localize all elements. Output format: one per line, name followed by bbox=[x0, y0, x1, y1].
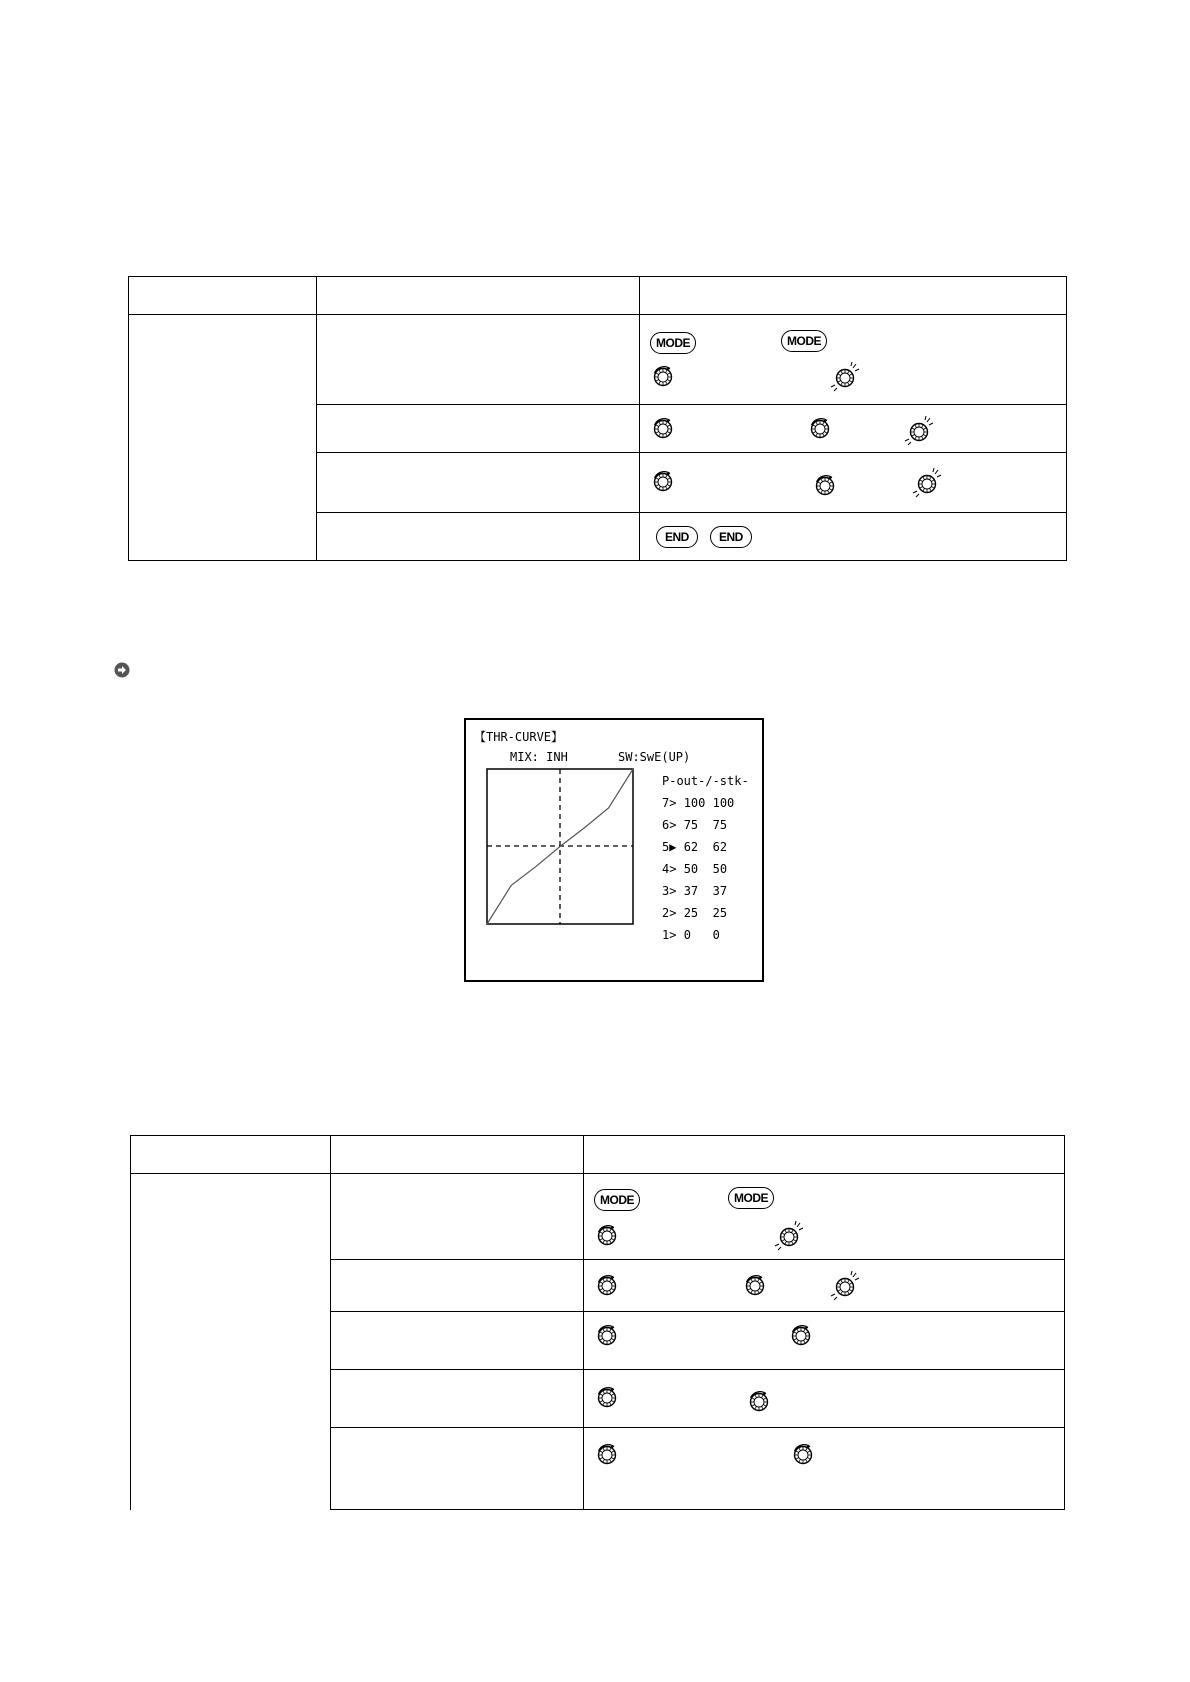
operation-cell bbox=[584, 1174, 1065, 1260]
header-cell bbox=[131, 1136, 331, 1174]
header-cell bbox=[331, 1136, 584, 1174]
dial-turn-icon bbox=[746, 1389, 774, 1417]
point-list-header: P-out-/-stk- bbox=[662, 774, 749, 788]
operation-cell bbox=[584, 1312, 1065, 1370]
dial-turn-icon bbox=[807, 416, 835, 444]
step-cell bbox=[317, 453, 640, 513]
point-output-value: 75 bbox=[676, 818, 699, 832]
operation-cell bbox=[640, 513, 1067, 561]
table-row bbox=[129, 315, 1067, 405]
header-cell bbox=[129, 277, 317, 315]
step-cell bbox=[331, 1370, 584, 1428]
point-output-value: 0 bbox=[676, 928, 691, 942]
dial-press-icon bbox=[902, 416, 936, 446]
step-cell bbox=[331, 1428, 584, 1510]
curve-point-row bbox=[662, 884, 727, 898]
point-stick-value: 100 bbox=[705, 796, 735, 810]
point-index: 7 bbox=[662, 796, 670, 810]
table-header-row bbox=[131, 1136, 1065, 1174]
point-marker: > bbox=[669, 862, 677, 876]
step-cell bbox=[317, 315, 640, 405]
mode-button-icon: MODE bbox=[594, 1189, 640, 1211]
dial-turn-icon bbox=[594, 1223, 622, 1251]
step-cell bbox=[331, 1260, 584, 1312]
dial-turn-icon bbox=[594, 1273, 622, 1301]
curve-point-row bbox=[662, 818, 727, 832]
operation-cell bbox=[640, 453, 1067, 513]
curve-point-row bbox=[662, 862, 727, 876]
operation-cell bbox=[584, 1428, 1065, 1510]
dial-turn-icon bbox=[650, 364, 678, 392]
mode-button-icon: MODE bbox=[781, 330, 827, 352]
dial-turn-icon bbox=[594, 1442, 622, 1470]
dial-press-icon bbox=[828, 1271, 862, 1301]
point-stick-value: 50 bbox=[698, 862, 728, 876]
dial-turn-icon bbox=[812, 473, 840, 501]
point-marker: > bbox=[669, 884, 677, 898]
point-index: 3 bbox=[662, 884, 670, 898]
point-output-value: 62 bbox=[676, 840, 699, 854]
operation-cell bbox=[640, 405, 1067, 453]
step-cell bbox=[317, 405, 640, 453]
point-output-value: 50 bbox=[676, 862, 699, 876]
thr-curve-screen bbox=[464, 718, 764, 982]
curve-point-row bbox=[662, 796, 734, 810]
procedure-table-1 bbox=[128, 276, 1067, 561]
step-cell bbox=[317, 513, 640, 561]
point-index: 4 bbox=[662, 862, 670, 876]
mode-button-icon: MODE bbox=[728, 1187, 774, 1209]
operation-cell bbox=[640, 315, 1067, 405]
curve-point-row bbox=[662, 840, 727, 854]
dial-turn-icon bbox=[788, 1323, 816, 1351]
point-marker: > bbox=[669, 906, 677, 920]
point-index: 1 bbox=[662, 928, 670, 942]
point-output-value: 25 bbox=[676, 906, 699, 920]
operation-cell bbox=[584, 1260, 1065, 1312]
header-cell bbox=[317, 277, 640, 315]
dial-turn-icon bbox=[742, 1273, 770, 1301]
point-stick-value: 75 bbox=[698, 818, 728, 832]
dial-turn-icon bbox=[650, 469, 678, 497]
end-button-icon: END bbox=[710, 526, 752, 548]
header-cell bbox=[584, 1136, 1065, 1174]
dial-press-icon bbox=[828, 362, 862, 392]
step-cell bbox=[331, 1174, 584, 1260]
note-arrow-icon bbox=[114, 662, 130, 678]
function-cell bbox=[129, 315, 317, 561]
throttle-curve-graph bbox=[486, 768, 636, 928]
point-stick-value: 0 bbox=[690, 928, 720, 942]
step-cell bbox=[331, 1312, 584, 1370]
dial-turn-icon bbox=[594, 1385, 622, 1413]
mode-button-icon: MODE bbox=[650, 332, 696, 354]
dial-turn-icon bbox=[650, 416, 678, 444]
dial-turn-icon bbox=[790, 1442, 818, 1470]
screen-title: 【THR-CURVE】 bbox=[474, 730, 564, 744]
curve-point-row bbox=[662, 928, 720, 942]
point-output-value: 100 bbox=[676, 796, 706, 810]
procedure-table-2 bbox=[130, 1135, 1065, 1510]
curve-point-row bbox=[662, 906, 727, 920]
point-index: 2 bbox=[662, 906, 670, 920]
operation-cell bbox=[584, 1370, 1065, 1428]
point-marker: > bbox=[669, 928, 677, 942]
point-stick-value: 25 bbox=[698, 906, 728, 920]
table-row bbox=[131, 1174, 1065, 1260]
cursor-marker: ▶ bbox=[669, 840, 677, 854]
dial-turn-icon bbox=[594, 1323, 622, 1351]
switch-status: SW:SwE(UP) bbox=[618, 750, 691, 764]
point-output-value: 37 bbox=[676, 884, 699, 898]
point-stick-value: 62 bbox=[698, 840, 728, 854]
mix-status: MIX: INH bbox=[510, 750, 568, 764]
point-index: 5 bbox=[662, 840, 670, 854]
table-header-row bbox=[129, 277, 1067, 315]
dial-press-icon bbox=[772, 1221, 806, 1251]
point-index: 6 bbox=[662, 818, 670, 832]
end-button-icon: END bbox=[656, 526, 698, 548]
point-marker: > bbox=[669, 796, 677, 810]
header-cell bbox=[640, 277, 1067, 315]
dial-press-icon bbox=[910, 468, 944, 498]
point-marker: > bbox=[669, 818, 677, 832]
function-cell bbox=[131, 1174, 331, 1510]
point-stick-value: 37 bbox=[698, 884, 728, 898]
